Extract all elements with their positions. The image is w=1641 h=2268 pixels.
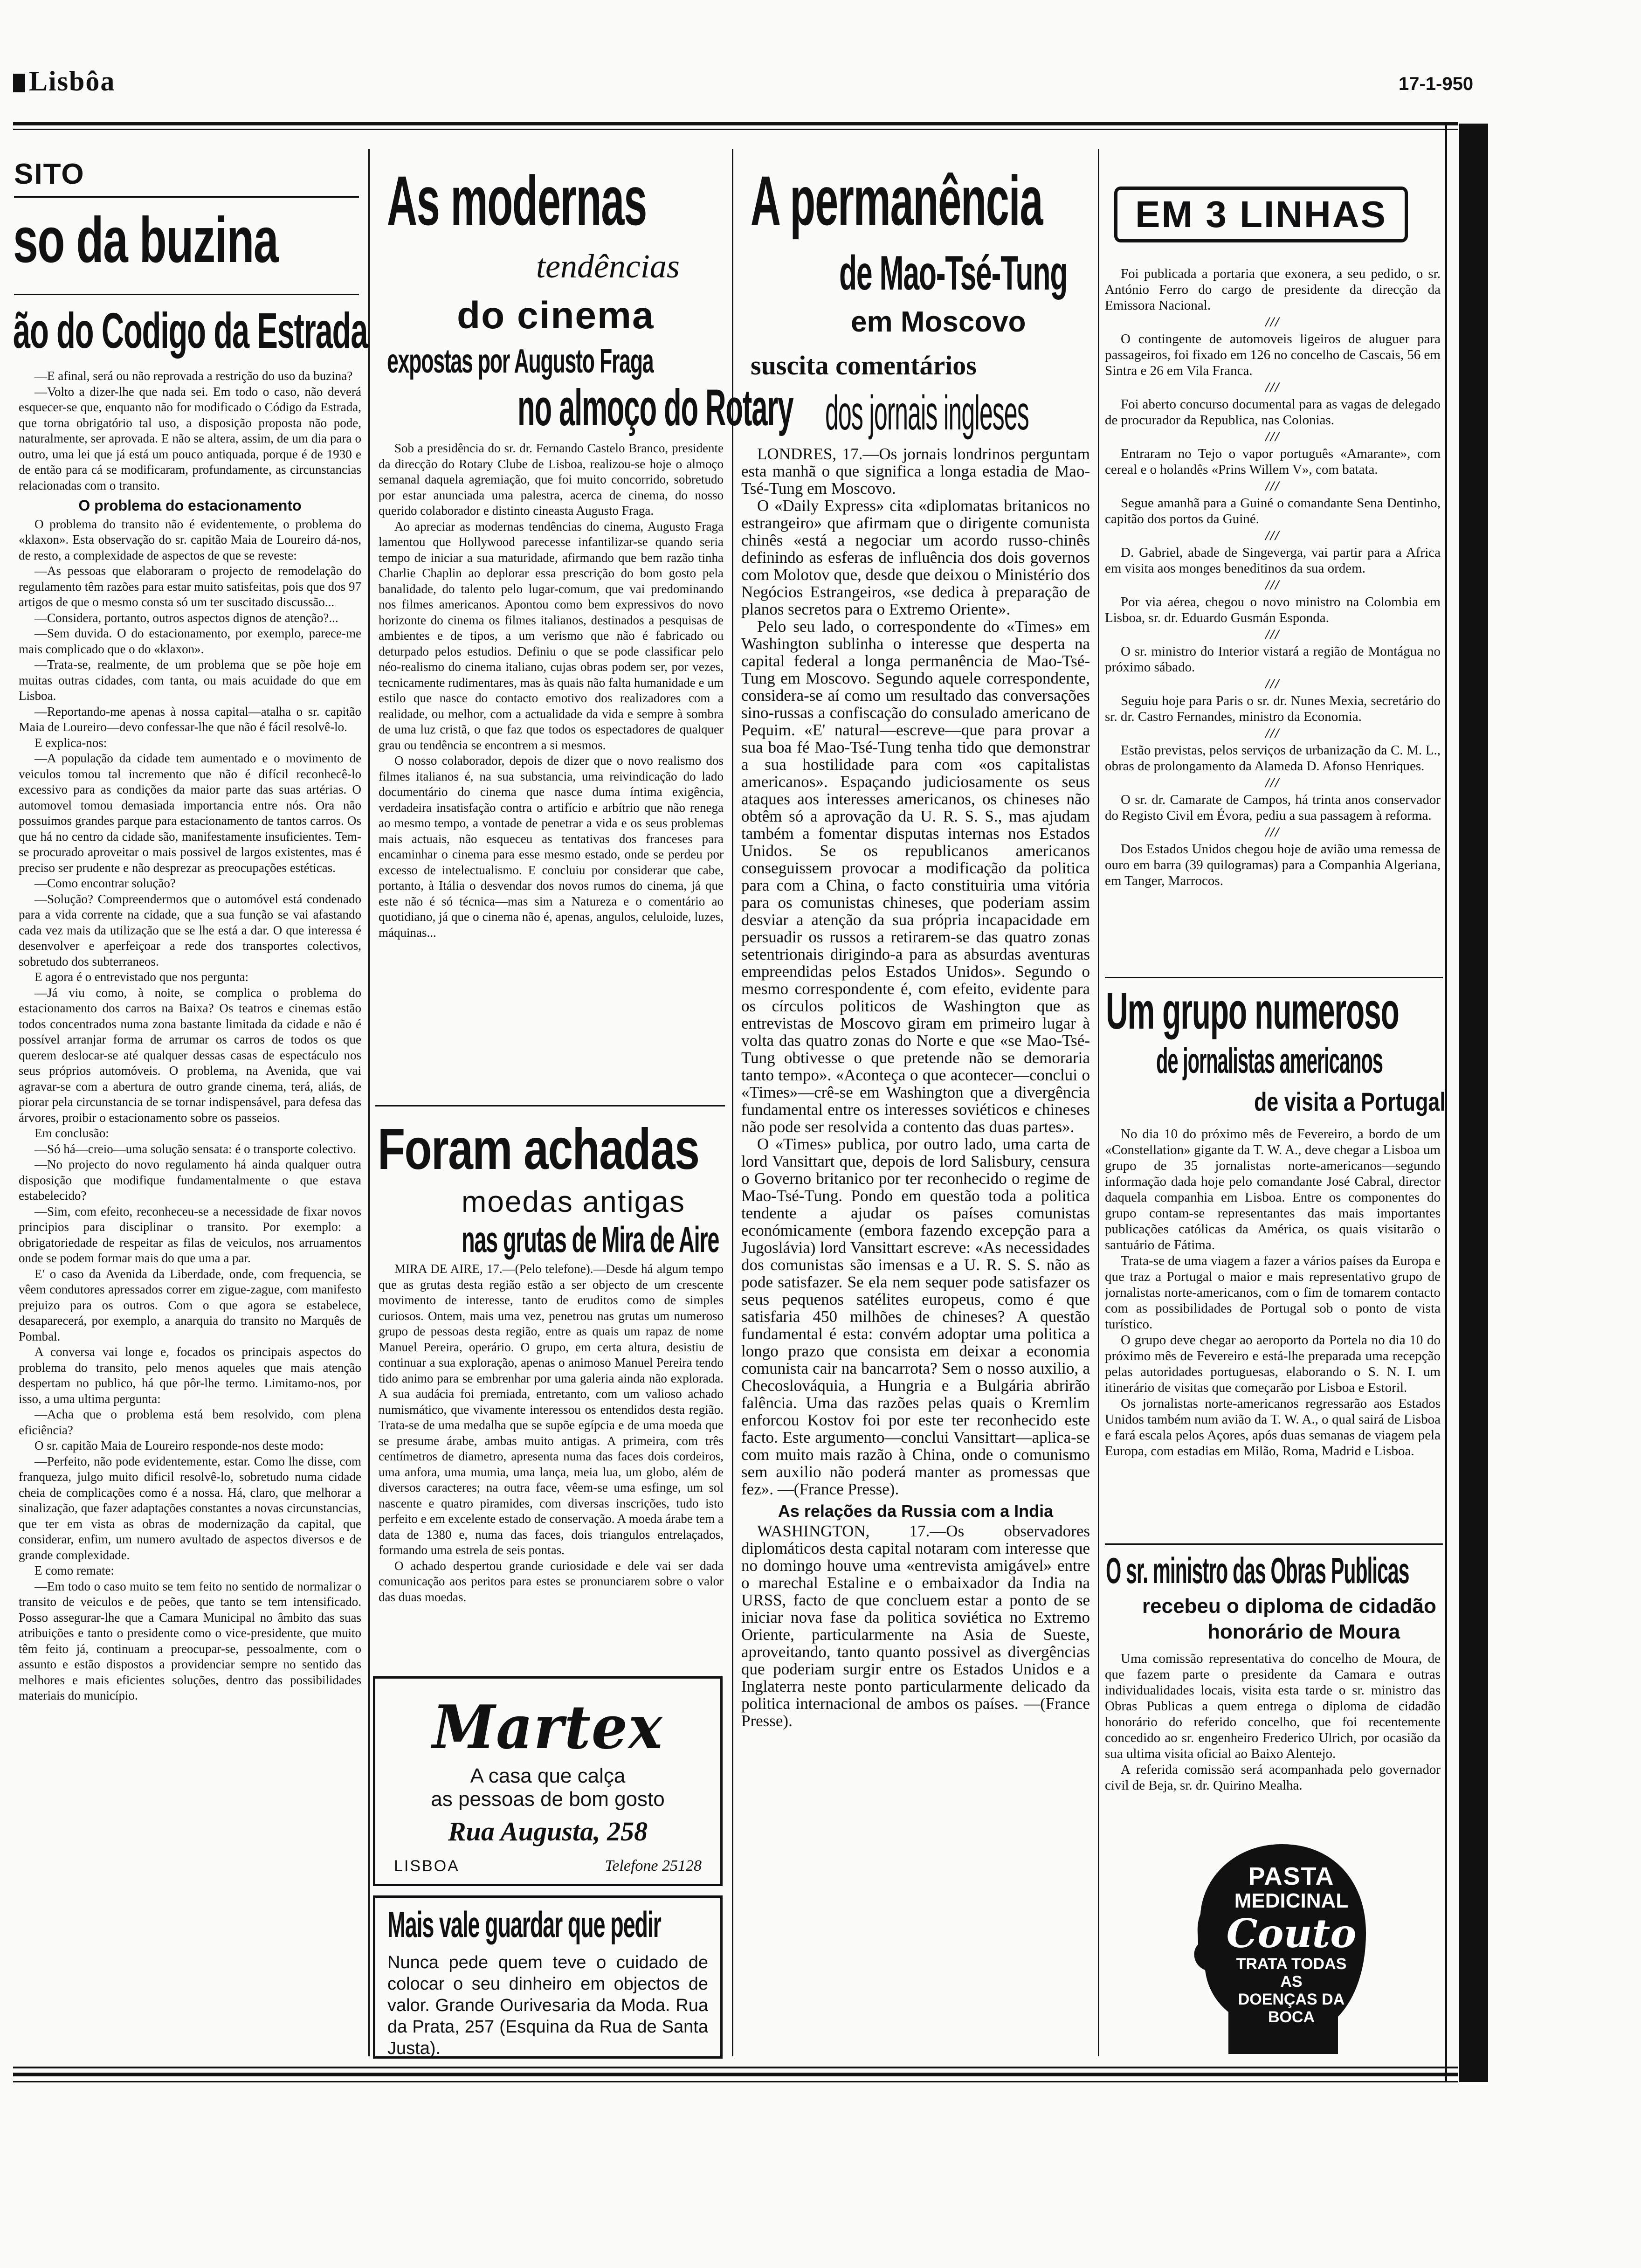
paragraph: O problema do transito não é evidentemente, o problema do «klaxon». Esta observação do sr. capitão Maia de Loureiro dá-nos, de resto, a complexidade de aspectos de que se reveste: [19,517,361,562]
paragraph: O sr. capitão Maia de Loureiro responde-nos deste modo: [34,1438,324,1452]
paragraph: WASHINGTON, 17.—Os observadores diplomáticos desta capital notaram com interesse que no domingo houve uma «entrevista amigável» entre o marechal Estaline e o embaixador da India na URSS, facto de que concluem estar a ponto de se iniciar nova fase da politica soviética no Extremo Oriente, particularmente na Asia de Sueste, aproveitando, tanto quanto possivel as divergências que poderiam surgir entre os Estados Unidos e a Inglaterra neste ponto particularmente delicado da politica internacional de ambos os países. —(France Presse). [741,1522,1090,1730]
ministro-line3: honorário de Moura [1207,1620,1400,1643]
pasta-brand: Couto [1226,1910,1357,1957]
col1-section-title: O problema do estacionamento [78,497,302,514]
col-divider-1 [368,149,370,2056]
col2-headline: As modernas [387,161,647,240]
paragraph: —Em todo o caso muito se tem feito no sentido de normalizar o transito de veiculos e de peões, que tanto se tem intensificado. Posso assegurar-lhe que a Camara Municipal no âmbito das suas atribuições e tanto o presidente como o vice-presidente, que muito têm feito já, continuam a preocupar-se, pessoalmente, com o assunto e estão dispostos a providenciar sempre no sentido das melhores e mais eficientes soluções, dentro das possibilidades materiais do município. [19,1579,361,1702]
martex-tag1: A casa que calça [470,1764,626,1787]
em3linhas-list [1105,266,1441,965]
em3linhas-title: EM 3 LINHAS [1135,194,1387,235]
col-divider-3 [1098,149,1099,2056]
em3linhas-box [1114,187,1408,242]
achadas-headline: Foram achadas [378,1117,699,1182]
paragraph: —Já viu como, à noite, se complica o problema do estacionamento dos carros na Baixa? Os teatros e cinemas estão todos concentrados numa zona bastante limitada da cidade e não é possível arranjar forma de arrumar os carros de todos os que querem deslocar-se até qualquer dessas casas de espectáculo nos seus próprios automóveis. O problema, na Avenida, que vai agravar-se com a abertura de outro grande cinema, terá, aliás, de piorar pela circunstancia de se tornar indispensável, para defesa das árvores, proibir o estacionamento sobre os passeios. [19,985,361,1125]
paragraph: A referida comissão será acompanhada pelo governador civil de Beja, sr. dr. Quirino Mealha. [1105,1762,1441,1793]
paragraph: —Trata-se, realmente, de um problema que se põe hoje em muitas outras cidades, com tanta, ou mais acuidade do que em Lisboa. [19,657,361,703]
bottom-rule-2 [13,2073,1458,2076]
list-item: Seguiu hoje para Paris o sr. dr. Nunes Mexia, secretário do sr. dr. Castro Fernandes, ministro da Economia. [1105,693,1441,724]
pasta-line6: DOENÇAS DA [1238,1991,1345,2008]
martex-brand: Martex [432,1693,663,1763]
list-item: O contingente de automoveis ligeiros de aluguer para passageiros, foi fixado em 126 no concelho de Cascais, 56 em Sintra e 26 em Vila Franca. [1105,332,1441,378]
list-item: Segue amanhã para a Guiné o comandante Sena Dentinho, capitão dos portos da Guiné. [1105,496,1441,526]
paragraph: —Como encontrar solução? [34,876,176,890]
martex-address: Rua Augusta, 258 [448,1816,648,1846]
paragraph: —Acha que o problema está bem resolvido, com plena eficiência? [19,1407,361,1437]
grupo-headline: Um grupo numeroso [1106,982,1399,1040]
paragraph: E explica-nos: [34,735,107,750]
grupo-line3: de visita a Portugal [1254,1087,1446,1116]
paragraph: Os jornalistas norte-americanos regressarão aos Estados Unidos também num avião da T. W. A., o qual sairá de Lisboa e fará escala pelos Açores, após duas semanas de viagem pela Europa, com estadias em Milão, Roma, Madrid e Lisboa. [1105,1396,1441,1459]
separator: /// [1265,775,1280,790]
col1-body [19,368,361,2047]
list-item: O sr. ministro do Interior vistará a região de Montágua no próximo sábado. [1105,644,1441,675]
col3-line4: suscita comentários [751,350,977,380]
martex-phone: Telefone 25128 [605,1857,702,1874]
paragraph: —Sem duvida. O do estacionamento, por exemplo, parece-me mais complicado que o do «klaxon». [19,626,361,656]
martex-city: LISBOA [394,1857,460,1875]
col3-line3: em Moscovo [851,306,1026,338]
achadas-line3: nas grutas de Mira de Aire [462,1219,719,1260]
pasta-line7: BOCA [1268,2008,1315,2026]
paragraph: —Considera, portanto, outros aspectos dignos de atenção?... [34,610,338,625]
list-item: Dos Estados Unidos chegou hoje de avião uma remessa de ouro em barra (39 quilogramas) para a Companhia Algeriana, em Tanger, Marrocos. [1105,842,1441,888]
paragraph: —As pessoas que elaboraram o projecto de remodelação do regulamento têm razões para estar muito satisfeitas, pois que dos 97 artigos de que o mesmo consta só um ter suscitado discussão... [19,564,361,609]
separator: /// [1265,726,1280,741]
paragraph: E' o caso da Avenida da Liberdade, onde, com frequencia, se vêem condutores apressados correr em zigue-zague, com manifesto prejuizo para os outros. Com o que agora se estabelece, desaparecerá, por exemplo, a anarquia do transito no Marquês de Pombal. [19,1266,361,1343]
list-item: Entraram no Tejo o vapor português «Amarante», com cereal e o holandês «Prins Willem V», com batata. [1105,446,1441,477]
pasta-text [1217,1863,1366,2026]
pasta-line2: MEDICINAL [1234,1889,1349,1912]
ministro-headline: O sr. ministro das Obras Publicas [1106,1550,1409,1591]
masthead-logo [13,65,115,97]
achadas-line2: moedas antigas [462,1185,685,1218]
separator: /// [1265,577,1280,593]
col3-headline: A permanência [751,161,1043,240]
paragraph: —E afinal, será ou não reprovada a restrição do uso da buzina? [34,369,353,383]
col1-subhead: ão do Codigo da Estrada [13,302,368,359]
ministro-body [1105,1651,1441,1819]
col3-body [741,445,1090,2049]
bottom-rule-3 [13,2081,1458,2082]
paragraph: Sob a presidência do sr. dr. Fernando Castelo Branco, presidente da direcção do Rotary Clube de Lisboa, realizou-se hoje o almoço semanal daquela agremiação, que foi muito concorrido, sobretudo por estar anunciada uma palestra, acerca de cinema, do nosso querido colaborador e distinto cineasta Augusto Fraga. [379,441,724,518]
col4-divider-1 [1105,977,1443,978]
paragraph: Em conclusão: [34,1126,109,1140]
paragraph: O achado despertou grande curiosidade e dele vai ser dada comunicação aos peritos para estes se pronunciarem sobre o valor das duas moedas. [379,1558,724,1604]
separator: /// [1265,824,1280,840]
paragraph: —No projecto do novo regulamento há ainda qualquer outra disposição que modifique fundamentalmente o que estava estabelecido? [19,1157,361,1203]
separator: /// [1265,478,1280,494]
col2-divider [375,1105,725,1106]
paragraph: —Só há—creio—uma solução sensata: é o transporte colectivo. [34,1141,356,1156]
grupo-body [1105,1126,1441,1541]
bottom-rule-1 [13,2067,1458,2068]
separator: /// [1265,380,1280,395]
list-item: Estão previstas, pelos serviços de urbanização da C. M. L., obras de prolongamento da Alameda D. Afonso Henriques. [1105,743,1441,774]
separator: /// [1265,627,1280,642]
col1-kicker: SITO [14,158,85,190]
col1-headline: so da buzina [13,204,278,276]
paragraph: Ao apreciar as modernas tendências do cinema, Augusto Fraga lamentou que Hollywood parecesse infantilizar-se quando seria tempo de iniciar a sua maturidade, afirmando que bem razão tinha Charlie Chaplin ao deplorar essa prescrição do bom gosto pela banalidade, do talento pelo lugar-comum, que vai predominando nos filmes americanos. Apontou como bem expressivos do novo horizonte do cinema os filmes italianos, destinados a pesquisas de ambientes e de tipos, a um verismo que não é fabricado ou deturpado pelos estudios. Definiu o que se pode classificar pelo néo-realismo do cinema italiano, cujas obras podem ser, por vezes, tecnicamente rudimentares, mas às quais não falta humanidade e um estilo que nasce do contacto emotivo dos realizadores com a realidade, ou melhor, com a actualidade da vida e sempre à sombra de uma luz cristã, o que faz que todos os espectadores de qualquer grau ou tendência se encontrem a si mesmos. [379,519,724,752]
guardar-headline: Mais vale guardar que pedir [387,1904,661,1945]
paragraph: E como remate: [34,1563,114,1577]
paragraph: LONDRES, 17.—Os jornais londrinos perguntam esta manhã o que significa a longa estadia de Mao-Tsé-Tung em Moscovo. [741,445,1090,498]
paragraph: —Perfeito, não pode evidentemente, estar. Como lhe disse, com franqueza, julgo muito dificil resolvê-lo, sobretudo numa cidade cheia de complicações como é a nossa. Há, claro, que melhorar a sinalização, que fazer adaptações constantes a novas circunstancias, que ter em vista as obras de modernização da capital, que considerar, enfim, um numero avultado de aspectos diversos e de grande complexidade. [19,1454,361,1562]
col3-line2: de Mao-Tsé-Tung [839,246,1068,300]
grupo-line2: de jornalistas americanos [1156,1041,1383,1081]
col3-section-title: As relações da Russia com a India [778,1501,1054,1521]
paragraph: Trata-se de uma viagem a fazer a vários países da Europa e que traz a Portugal o maior e mais representativo grupo de jornalistas norte-americanos, com o fim de tomarem contacto com as possibilidades de Portugal sob o ponto de vista turístico. [1105,1253,1441,1332]
paragraph: No dia 10 do próximo mês de Fevereiro, a bordo de um «Constellation» gigante da T. W. A., deve chegar a Lisboa um grupo de 35 jornalistas norte-americanos—segundo informação dada hoje pelo comandante José Cabral, director daquela companhia em Lisboa. Entre os componentes do grupo contam-se representantes das mais importantes publicações católicas da América, os quais visitarão o santuário de Fátima. [1105,1127,1441,1252]
col2-line4: expostas por Augusto Fraga [387,343,654,380]
paragraph: —Sim, com efeito, reconheceu-se a necessidade de fixar novos principios para disciplinar o transito. Por exemplo: a obrigatoriedade de respeitar as filas de veiculos, nos arruamentos onde se podem formar mais do que uma a par. [19,1204,361,1265]
separator: /// [1265,314,1280,330]
paragraph: O «Daily Express» cita «diplomatas britanicos no estrangeiro» que afirmam que o dirigente comunista chinês «está a negociar um acordo russo-chinês definindo as esferas de influência dos dois governos com Molotov que, desde que deixou o Ministério dos Negócios Estrangeiros, «se dedica à preparação de planos secretos para o Extremo Oriente». [741,497,1090,618]
masthead-title: Lisbôa [29,66,116,97]
right-edge-bar [1459,124,1488,2082]
col1-kicker-rule [14,196,359,198]
paragraph: —Volto a dizer-lhe que nada sei. Em todo o caso, não deverá esquecer-se que, enquanto não for modificado o Código da Estrada, que torna obrigatório tal uso, a disposição proposta não pode, naturalmente, ser aprovada. E não se altera, assim, de um dia para o outro, uma lei que já está um pouco antiquada, porque é de 1930 e de então para cá se modificaram, profundamente, as circunstancias relacionadas com o transito. [19,384,361,492]
guardar-ad [373,1895,723,2059]
col3-line5: dos jornais ingleses [825,386,1029,440]
paragraph: O grupo deve chegar ao aeroporto da Portela no dia 10 do próximo mês de Fevereiro e está-lhe preparada uma recepção pelas autoridades portuguesas, elaborando o S. N. I. um itinerário de visitas que começarão por Lisboa e Estoril. [1105,1333,1441,1395]
paragraph: Pelo seu lado, o correspondente do «Times» em Washington sublinha o interesse que desperta na capital federal a longa permanência de Mao-Tsé-Tung em Moscovo. Segundo aquele correspondente, considera-se aí como um resultado das conversações sino-russas a confiscação do consulado americano de Pequim. «E' natural—escreve—que para provar a sua boa fé Mao-Tsé-Tung tenha tido que demonstrar a sua hostilidade para com «os capitalistas americanos». Espaçando judiciosamente os seus ataques aos interesses americanos, os chineses não obtêm só a aprovação da U. R. S. S., mas ajudam também a fomentar disputas internas nos Estados Unidos. Se os republicanos americanos conseguissem provocar a modificação da politica para com a China, o facto constituiria uma vitória para os comunistas chineses, que poderiam assim desviar a atenção da sua própria incapacidade em persuadir os russos a retirarem-se das quatro zonas setentrionais dirigindo-a para as absurdas aventuras empreendidas pelos Estados Unidos». Segundo o mesmo correspondente é, com efeito, evidente para os círculos politicos de Washington que as entrevistas de Moscovo giram em primeiro lugar à volta das quatro zonas do Norte e que «se Mao-Tsé-Tung obtivesse o que pretende não se demoraria tanto tempo». «Aconteça o que acontecer—conclui o «Times»—crê-se em Washington que a divergência fundamental entre os interesses soviéticos e chineses não pode ser resolvida a contento das duas partes». [741,617,1090,1136]
paragraph: E agora é o entrevistado que nos pergunta: [34,970,249,984]
pasta-couto-ad [1184,1835,1380,2059]
top-rule-2 [13,129,1458,130]
masthead-mark [13,74,25,92]
list-item: D. Gabriel, abade de Singeverga, vai partir para a Africa em visita aos monges beneditinos da sua ordem. [1105,545,1441,576]
paragraph: MIRA DE AIRE, 17.—(Pelo telefone).—Desde há algum tempo que as grutas desta região estão a ser objecto de um crescente movimento de interesse, tanto de eruditos como de simples curiosos. Ontem, mais uma vez, penetrou nas grutas um numeroso grupo de pessoas desta região, entre as quais um rapaz de nome Manuel Pereira, operário. O grupo, em certa altura, desistiu de continuar a sua exploração, apenas o animoso Manuel Pereira tendo tido animo para se embrenhar por uma galeria ainda não explorada. A sua audácia foi premiada, entretanto, com um valioso achado numismático, que vivamente interessou os entendidos desta região. Trata-se de uma medalha que se supõe egípcia e de uma moeda que se presume árabe, ambas muito antigas. A primeira, com três centímetros de diametro, apresenta numa das faces dois cordeiros, uma anfora, uma mumia, uma lança, meia lua, um globo, além de diversos caracteres; na outra face, vêem-se uma esfinge, um sol nascente e quatro piramides, com diversas inscrições, tudo isto perfeito e em excelente estado de conservação. A moeda árabe tem a data de 1380 e, numa das faces, dois triangulos entrelaçados, formando uma estrela de seis pontas. [379,1262,724,1557]
list-item: Foi aberto concurso documental para as vagas de delegado de procurador da Republica, nas Colonias. [1105,397,1441,428]
col2-line5: no almoço do Rotary [517,379,793,436]
list-item: O sr. dr. Camarate de Campos, há trinta anos conservador do Registo Civil em Évora, pediu a sua passagem à reforma. [1105,792,1441,823]
separator: /// [1265,528,1280,543]
top-rule-1 [13,122,1458,125]
col2-line2: tendências [536,248,680,285]
paragraph: Uma comissão representativa do concelho de Moura, de que fazem parte o presidente da Camara e outras individualidades locais, visita esta tarde o sr. ministro das Obras Publicas a quem entrega o diploma de cidadão honorário do referido concelho, que foi recentemente concedido ao sr. engenheiro Frederico Ulrich, por ocasião da sua ultima visita oficial ao Baixo Alentejo. [1105,1651,1441,1761]
paragraph: —Reportando-me apenas à nossa capital—atalha o sr. capitão Maia de Loureiro—devo confessar-lhe que não é fácil resolvê-lo. [19,704,361,734]
list-item: Por via aérea, chegou o novo ministro na Colombia em Lisboa, sr. dr. Eduardo Gusmán Esponda. [1105,595,1441,625]
paragraph: —A população da cidade tem aumentado e o movimento de veiculos tomou tal incremento que não é difícil reconhecê-lo excessivo para as condições da maior parte das suas artérias. O automovel tomou demasiada importancia entre nós. Ora não possuimos grandes parque para estacionamento de tantos carros. Os que há no centro da cidade são, manifestamente insuficientes. Tem-se procurado aproveitar o mais possivel de largos existentes, mas é preciso ser prudente e não desprezar as preocupações estéticas. [19,751,361,875]
guardar-text: Nunca pede quem teve o cuidado de colocar o seu dinheiro em objectos de valor. Grande Ourivesaria da Moda. Rua da Prata, 257 (Esquina da Rua de Santa Justa). [387,1953,708,2058]
col2-line3: do cinema [457,294,655,337]
col1-headline-rule [14,294,359,295]
martex-footer [394,1857,702,1875]
ministro-line2: recebeu o diploma de cidadão [1142,1595,1436,1618]
paragraph: O «Times» publica, por outro lado, uma carta de lord Vansittart que, depois de lord Salisbury, censura o Governo britanico por ter reconhecido o regime de Mao-Tsé-Tung. Pondo em questão toda a politica tendente a ajudar os países comunistas económicamente (embora fazendo excepção para a Jugoslávia) lord Vansittart escreve: «As necessidades dos comunistas são imensas e a U. R. S. S. não as pode satisfazer. Se ela nem sequer pode satisfazer os seus pequenos satélites europeus, como é que satisfaria 450 milhões de chineses? A questão fundamental é esta: convém adoptar uma politica a longo prazo que consista em deixar a economia comunista cair na bancarrota? Sem o nosso auxilio, a Checoslováquia, a Hungria e a Bulgária abrirão falência. Uma das razões pelas quais o Kremlim enforcou Kostov foi por este ter reconhecido este facto. Este argumento—conclui Vansittart—aplica-se com muito mais razão à China, onde o comunismo sem auxilio não poderá manter as promessas que fez». —(France Presse). [741,1135,1090,1498]
pasta-line4: TRATA TODAS [1236,1955,1347,1973]
col4-divider-2 [1105,1543,1443,1545]
masthead-date: 17-1-950 [1399,74,1474,94]
paragraph: O nosso colaborador, depois de dizer que o novo realismo dos filmes italianos é, na sua substancia, uma reivindicação do lado documentário do cinema que nasce duma íntima exigência, verdadeira insatisfação contra o artifício e arbítrio que não renega ao mesmo tempo, a vontade de penetrar a vida e os seus problemas mais actuais, não esqueceu as tentativas dos franceses para encaminhar o cinema para esse mesmo estado, onde se perdeu por excesso de intelectualismo. E concluiu por considerar que cabe, portanto, à Itália o desvendar dos novos rumos do cinema, já que este não é só técnica—mas sim a Natureza e o comentário ao quotidiano, já que o cinema não é, apenas, angulos, celuloide, luzes, máquinas... [379,754,724,940]
separator: /// [1265,429,1280,444]
paragraph: A conversa vai longe e, focados os principais aspectos do problema do transito, pelo menos aqueles que mais atenção despertam no publico, há que pôr-lhe termo. Limitamo-nos, por isso, a uma ultima pergunta: [19,1345,361,1406]
pasta-line5: AS [1280,1973,1303,1991]
pasta-line1: PASTA [1248,1862,1335,1890]
martex-tag2: as pessoas de bom gosto [431,1788,665,1811]
martex-ad [373,1676,723,1886]
separator: /// [1265,676,1280,691]
paragraph: —Solução? Compreendermos que o automóvel está condenado para a vida corrente na cidade, que a sua função se vai afastando cada vez mais da utilização que se lhe está a dar. O que interessa é desenvolver e aperfeiçoar a rede dos transportes colectivos, sobretudo dos subterraneos. [19,892,361,968]
col2-body [379,441,724,1093]
list-item: Foi publicada a portaria que exonera, a seu pedido, o sr. António Ferro do cargo de presidente da direcção da Emissora Nacional. [1105,266,1441,313]
